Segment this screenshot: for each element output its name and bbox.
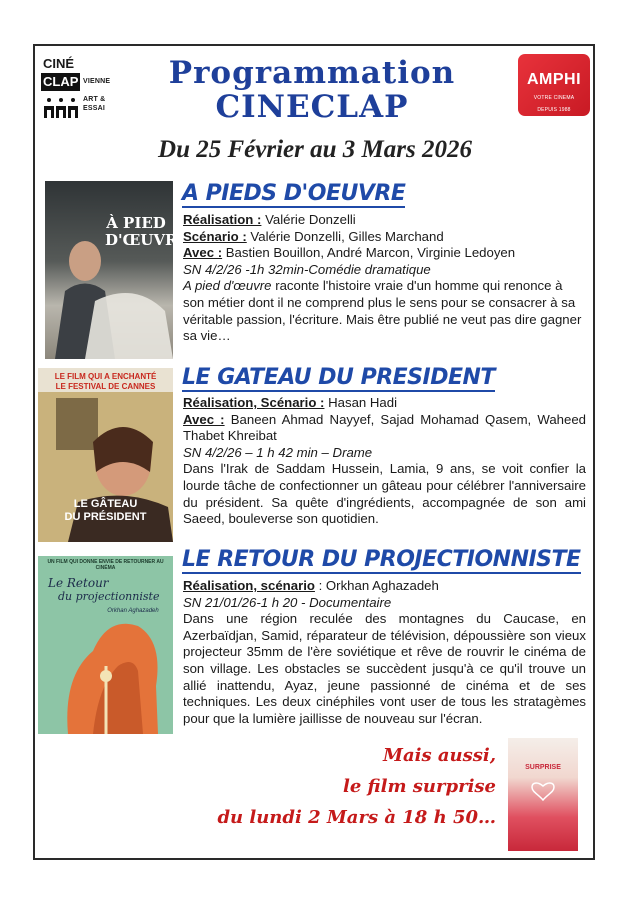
- film3-title: [182, 547, 581, 572]
- logo-vienne: VIENNE: [83, 78, 111, 85]
- film2-synopsis: Dans l'Irak de Saddam Hussein, Lamia, 9 ans, se voit confier la lourde tâche de confectionner un gâteau pour célébrer l'anniversaire du président. Sa quête d'ingrédients, accompagnée de son ami Saeed, bouleverse son quotidien.: [183, 461, 586, 527]
- title-line1: Programmation: [168, 55, 456, 91]
- film3-synopsis: Dans une région reculée des montagnes du Caucase, en Azerbaïdjan, Samid, réparateur de télévision, dépoussière son vieux projecteur 35mm de l'ère soviétique et rêve de rouvrir le cinéma de son village. Les obstacles se succèdent jusqu'à ce qu'il trouve un allié inattendu, Ayaz, jeune passionné de cinéma et de ses techniques. Les deux cinéphiles vont user de tous les stratagèmes pour que la lumière jaillisse de nouveau sur l'écran.: [183, 611, 586, 726]
- surprise-announcement: [190, 740, 496, 833]
- poster2-title1: LE GÂTEAU: [73, 498, 138, 510]
- film2-info: [183, 395, 586, 528]
- poster-le-gateau-du-president: [38, 368, 173, 541]
- surprise-line3: du lundi 2 Mars à 18 h 50…: [217, 807, 496, 828]
- logo-line2: CLAP: [43, 74, 79, 89]
- film3-meta: SN 21/01/26-1 h 20 - Documentaire: [183, 594, 392, 610]
- film1-title: [182, 181, 405, 206]
- logo-art: ART &: [83, 96, 106, 103]
- film1-synopsis-italic: A pied d'œuvre: [183, 278, 272, 294]
- amphi-sub2: DEPUIS 1988: [537, 107, 571, 113]
- poster2-top2: LE FESTIVAL DE CANNES: [55, 382, 156, 391]
- film3-real-value: : Orkhan Aghazadeh: [314, 578, 439, 593]
- film1-real-label: Réalisation :: [183, 212, 262, 227]
- logo-line1: CINÉ: [43, 56, 75, 71]
- poster3-title1: Le Retour: [48, 576, 109, 590]
- surprise-line2: le film surprise: [343, 776, 496, 797]
- title-line2: CINECLAP: [215, 89, 409, 125]
- poster-a-pieds-doeuvre: [45, 181, 189, 359]
- poster2-title2: DU PRÉSIDENT: [64, 511, 147, 523]
- logo-essai: ESSAI: [83, 105, 106, 112]
- surprise-line1: Mais aussi,: [383, 745, 496, 766]
- film1-meta: SN 4/2/26 -1h 32min-Comédie dramatique: [183, 261, 431, 277]
- poster3-top: UN FILM QUI DONNE ENVIE DE RETOURNER AU CINÉMA: [47, 559, 164, 571]
- film2-title: [182, 365, 495, 390]
- amphi-logo: [518, 54, 590, 116]
- film1-scenario-value: Valérie Donzelli, Gilles Marchand: [246, 228, 444, 244]
- film2-avec-value: Baneen Ahmad Nayyef, Sajad Mohamad Qasem, Waheed Thabet Khreibat: [183, 411, 587, 444]
- film1-avec-label: Avec :: [183, 245, 223, 261]
- poster3-credit: Orkhan Aghazadeh: [107, 608, 159, 614]
- film2-meta: SN 4/2/26 – 1 h 42 min – Drame: [183, 444, 373, 460]
- film2-avec-label: Avec :: [183, 411, 225, 427]
- poster3-title2: du projectionniste: [58, 590, 160, 603]
- film1-avec-value: Bastien Bouillon, André Marcon, Virginie Ledoyen: [222, 245, 516, 261]
- film3-info: [183, 578, 586, 727]
- poster2-top1: LE FILM QUI A ENCHANTÉ: [54, 372, 157, 381]
- amphi-sub1: VOTRE CINEMA: [533, 95, 575, 101]
- poster-surprise: [508, 738, 578, 851]
- film2-real-value: Hasan Hadi: [324, 395, 398, 410]
- film3-title-text: LE RETOUR DU PROJECTIONNISTE: [182, 547, 581, 572]
- poster4-title: SURPRISE: [525, 764, 561, 771]
- film1-real-value: Valérie Donzelli: [261, 212, 356, 227]
- logo-seats-icon: [44, 97, 78, 119]
- film2-real-label: Réalisation, Scénario :: [183, 395, 325, 410]
- poster-le-retour-du-projectionniste: [38, 556, 173, 734]
- film2-title-text: LE GATEAU DU PRESIDENT: [182, 365, 495, 390]
- film1-title-text: A PIEDS D'OEUVRE: [182, 181, 406, 206]
- film1-info: [183, 212, 586, 345]
- amphi-name: AMPHI: [526, 71, 582, 88]
- film3-real-label: Réalisation, scénario: [183, 578, 315, 593]
- cineclap-logo: [41, 55, 111, 121]
- poster1-title: À PIED D'ŒUVRE: [105, 214, 189, 249]
- surprise-heart-icon: [508, 738, 578, 851]
- film1-synopsis: raconte l'histoire vraie d'un homme qui renonce à son métier dont il ne comprend plus le sens pour se consacrer à sa véritable passion, l'écriture. Mais être publié ne veut pas dire gagner sa vie…: [183, 278, 582, 344]
- date-range: Du 25 Février au 3 Mars 2026: [158, 136, 472, 163]
- film1-scenario-label: Scénario :: [183, 228, 247, 244]
- page-title: [112, 56, 512, 124]
